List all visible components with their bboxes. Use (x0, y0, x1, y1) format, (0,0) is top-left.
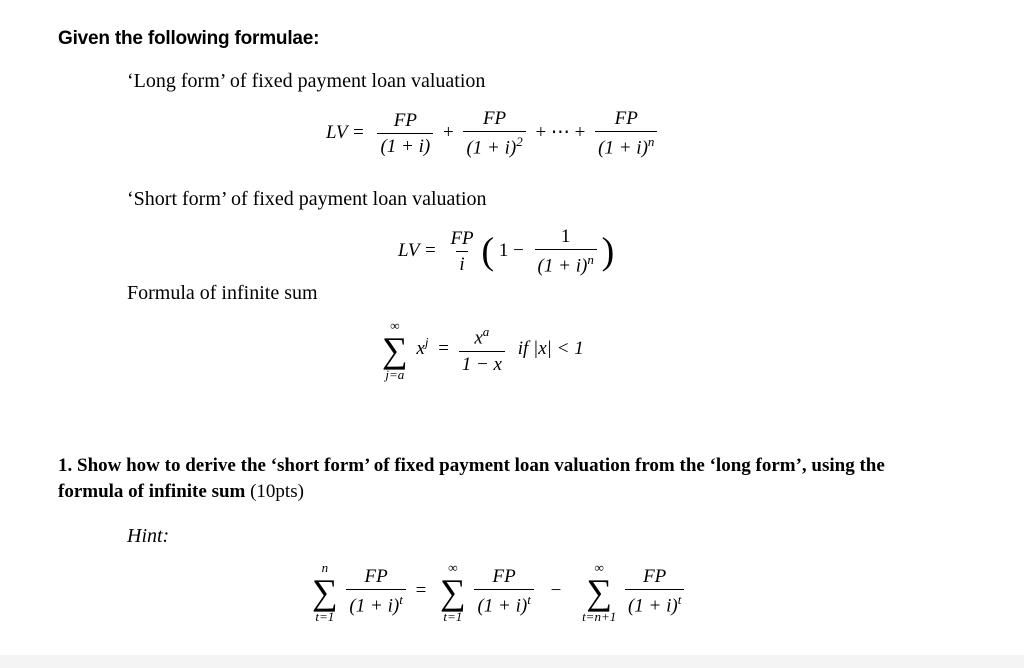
short-form-label: ‘Short form’ of fixed payment loan valuation (127, 188, 487, 210)
num-base: x (474, 327, 483, 349)
infinite-sum-label: Formula of infinite sum (127, 282, 318, 304)
summation-1 (312, 560, 338, 624)
minus-sign: − (550, 580, 562, 602)
exponent: t (677, 592, 682, 608)
sigma-icon: ∑ (312, 572, 338, 612)
geometric-fraction (459, 324, 505, 375)
den-base: (1 + i) (466, 137, 517, 159)
question-bold-text: formula of infinite sum (58, 481, 246, 502)
denominator: (1 + i) (377, 133, 433, 158)
ellipsis-sign: + ⋯ + (535, 122, 586, 144)
long-form-equation (326, 108, 657, 159)
equals-sign: = (415, 580, 427, 602)
sum-lower-limit: j=a (385, 367, 405, 382)
denominator: i (456, 251, 467, 276)
inner-fraction (535, 226, 597, 277)
numerator: FP (450, 227, 474, 249)
den-base: (1 + i) (627, 595, 678, 617)
lv-lhs: LV = (326, 122, 365, 144)
den-base: (1 + i) (477, 595, 528, 617)
denominator (625, 589, 684, 617)
numerator: FP (482, 108, 507, 129)
question-line-1: 1. Show how to derive the ‘short form’ of fixed payment loan valuation from the ‘long form’, using the (58, 455, 885, 476)
fraction-term-n (595, 108, 657, 159)
denominator: 1 − x (459, 351, 505, 376)
infinite-sum-equation (378, 318, 584, 382)
hint-equation (308, 560, 684, 624)
hint-label: Hint: (127, 525, 170, 547)
sigma-icon: ∑ (440, 572, 466, 612)
exponent: n (587, 252, 594, 267)
sigma-icon: ∑ (382, 330, 408, 370)
left-paren: ( (481, 230, 495, 273)
denominator (474, 589, 533, 617)
numerator: 1 (560, 226, 571, 247)
den-base: (1 + i) (349, 595, 400, 617)
one-minus: 1 − (498, 240, 524, 262)
sum-lower-limit: t=1 (315, 609, 335, 624)
plus-sign: + (442, 122, 454, 144)
term-base: x (416, 338, 425, 360)
page-bottom-edge (0, 655, 1024, 668)
exponent: t (399, 592, 403, 608)
denominator (463, 131, 525, 159)
sum-upper-limit: ∞ (448, 560, 458, 575)
numerator: FP (643, 566, 667, 588)
convergence-condition: if |x| < 1 (517, 338, 584, 360)
fraction-1 (346, 566, 405, 617)
fraction-3 (625, 566, 684, 617)
den-base: (1 + i) (537, 255, 588, 277)
sum-lower-limit: t=n+1 (582, 609, 617, 624)
sum-term (416, 335, 429, 360)
numerator: FP (614, 108, 638, 129)
lv-lhs: LV = (398, 240, 437, 262)
sum-upper-limit: ∞ (594, 560, 604, 575)
fp-over-i (447, 228, 476, 276)
numerator: FP (393, 109, 417, 131)
numerator: FP (492, 566, 516, 588)
sum-upper-limit: ∞ (390, 318, 400, 333)
sum-upper-limit: n (321, 560, 329, 575)
heading: Given the following formulae: (58, 28, 320, 49)
fraction-term-1 (377, 110, 433, 158)
summation-3 (582, 560, 616, 624)
fraction-2 (474, 566, 533, 617)
long-form-label: ‘Long form’ of fixed payment loan valuation (127, 70, 486, 92)
den-base: (1 + i) (598, 137, 648, 159)
short-form-equation (398, 226, 614, 277)
exponent: n (647, 134, 655, 149)
sum-lower-limit: t=1 (443, 609, 463, 624)
numerator: FP (364, 566, 388, 588)
question-line-2 (58, 481, 304, 503)
num-exponent: a (482, 324, 490, 340)
term-exponent: j (424, 335, 429, 351)
denominator (346, 589, 405, 617)
exponent: t (527, 592, 531, 608)
equals-sign: = (438, 338, 449, 360)
summation-2 (440, 560, 466, 624)
right-paren: ) (601, 230, 615, 273)
summation (382, 318, 408, 382)
exponent: 2 (516, 134, 523, 149)
sigma-icon: ∑ (586, 572, 612, 612)
denominator (595, 131, 657, 159)
question-points: (10pts) (245, 481, 304, 502)
numerator (471, 324, 492, 350)
fraction-term-2 (463, 108, 525, 159)
denominator (535, 249, 597, 277)
